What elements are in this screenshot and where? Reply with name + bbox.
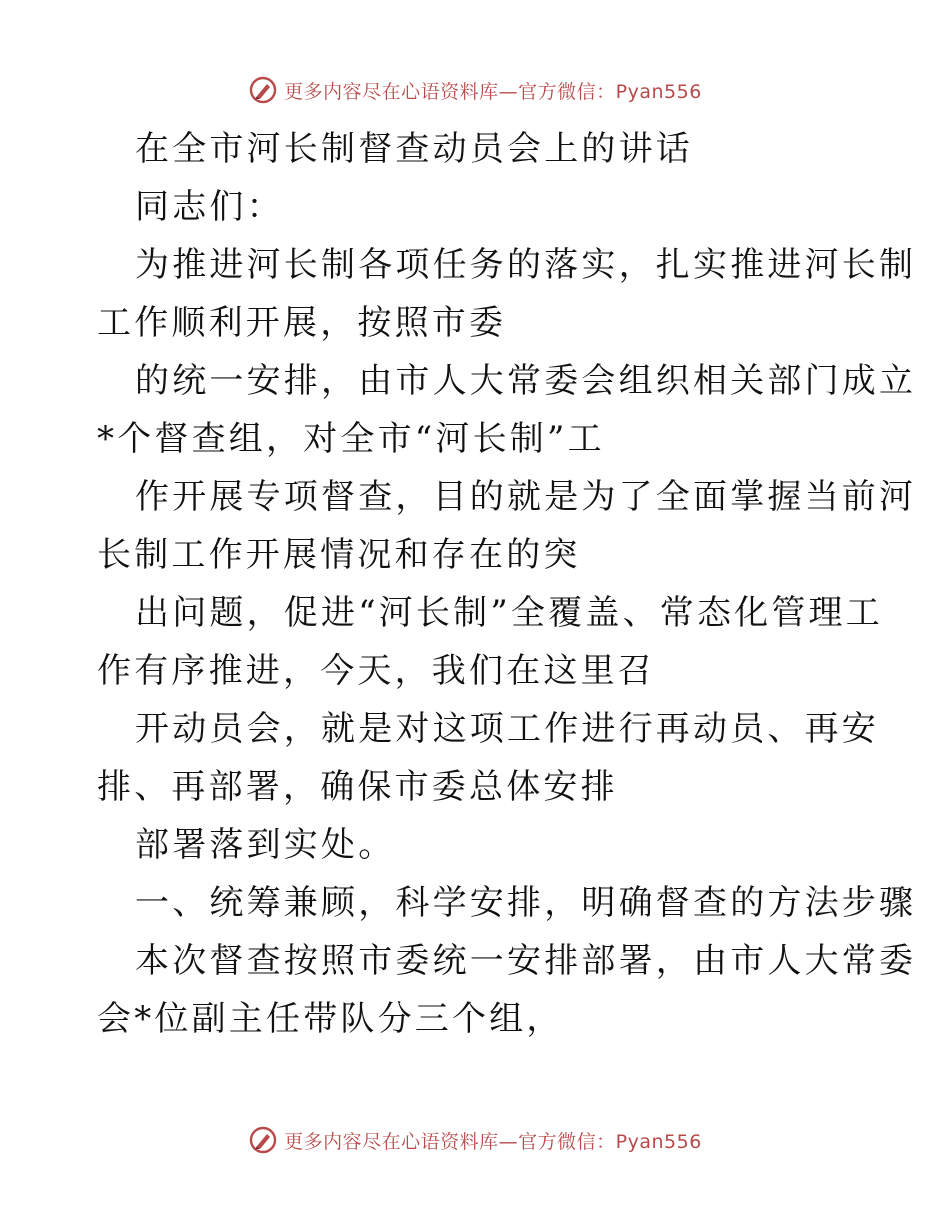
text-line: 开动员会，就是对这项工作进行再动员、再安 (135, 709, 879, 749)
text-line: 出问题，促进“河长制”全覆盖、常态化管理工 (135, 593, 883, 633)
text-line: 本次督查按照市委统一安排部署，由市人大常委 (135, 941, 917, 981)
text-line: 作有序推进，今天，我们在这里召 (97, 651, 655, 691)
text-line: 会*位副主任带队分三个组， (97, 999, 564, 1039)
text-line: 作开展专项督查，目的就是为了全面掌握当前河 (135, 477, 917, 517)
document-body (97, 120, 917, 1048)
footer-watermark-banner (0, 1120, 950, 1160)
text-line: 的统一安排，由市人大常委会组织相关部门成立 (135, 361, 917, 401)
watermark-text: 更多内容尽在心语资料库—官方微信：Pyan556 (284, 80, 702, 103)
pen-logo-icon (248, 1125, 278, 1155)
text-line: 同志们： (135, 187, 284, 227)
header-watermark-banner (0, 70, 950, 110)
section-heading: 一、统筹兼顾，科学安排，明确督查的方法步骤 (135, 883, 917, 923)
text-line: 工作顺利开展，按照市委 (97, 303, 507, 343)
text-line: *个督查组，对全市“河长制”工 (97, 419, 605, 459)
watermark-text: 更多内容尽在心语资料库—官方微信：Pyan556 (284, 1130, 702, 1153)
text-line: 部署落到实处。 (135, 825, 396, 865)
document-title: 在全市河长制督查动员会上的讲话 (135, 129, 693, 169)
text-line: 为推进河长制各项任务的落实，扎实推进河长制 (135, 245, 917, 285)
text-line: 长制工作开展情况和存在的突 (97, 535, 581, 575)
pen-logo-icon (248, 75, 278, 105)
text-line: 排、再部署，确保市委总体安排 (97, 767, 618, 807)
